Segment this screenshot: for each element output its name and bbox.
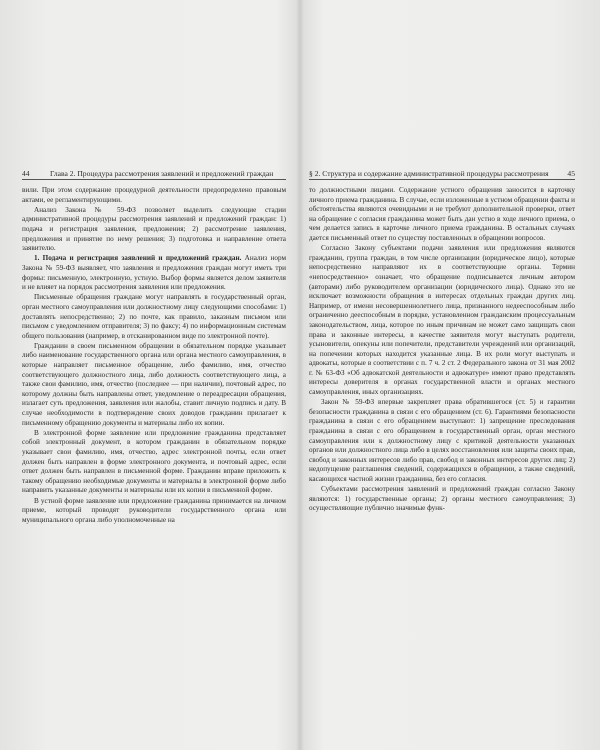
paragraph: то должностными лицами. Содержание устного обращения заносится в карточку личного приема гражданина. В случае, если изложенные в устном обращении факты и обстоятельства являются очевидными и не требуют дополнительной проверки, ответ на обращение с согласия гражданина может быть дан устно в ходе личного приема, о чем делается запись в карточке личного приема гражданина. В остальных случаях дается письменный ответ по существу поставленных в обращении вопросов.	[309, 186, 575, 242]
page-number: 45	[567, 169, 575, 178]
paragraph: В устной форме заявление или предложение гражданина принимается на личном приеме, который проводят руководители государственного органа или муниципального органа либо уполномоченные на	[22, 496, 286, 524]
page-number: 44	[22, 169, 30, 178]
paragraph: вили. При этом содержание процедурной деятельности предопределено правовым актами, ее регламентирующими.	[22, 186, 286, 204]
right-page-header	[309, 168, 575, 180]
paragraph: Анализ Закона № 59-ФЗ позволяет выделить следующие стадии административной процедуры рассмотрения заявлений и предложений граждан: 1) подача и регистрация заявления, предложения; 2) рассмотрение заявления, предложения и принятие по нему решения; 3) подготовка и направление ответа заявителю.	[22, 205, 286, 253]
right-page	[309, 168, 575, 514]
paragraph: Письменные обращения граждане могут направлять в государственный орган, орган местного самоуправления или должностному лицу следующими способами: 1) доставлять непосредственно; 2) по почте, как правило, заказным письмом или письмом с уведомлением отправителя; 3) по факсу; 4) по информационным системам общего пользования (например, в отсканированном виде по электронной почте).	[22, 293, 286, 340]
running-head: § 2. Структура и содержание административной процедуры рассмотрения	[309, 169, 549, 178]
paragraph: Согласно Закону субъектами подачи заявления или предложения являются гражданин, группа граждан, в том числе организации (юридическое лицо), которые непосредственно направляют их в соответствующие органы. Термин «непосредственно» означает, что обращение подписывается личным автором (авторами) либо руководителем организации (юридического лица). Однако это не исключает возможности обращения в интересах отдельных граждан других лиц. Например, от имени несовершеннолетнего лица, признанного недееспособным либо ограниченно дееспособным в порядке, установленном гражданским процессуальным законодательством, лица, которое по иным причинам не может само защищать свои права и законные интересы, в качестве заявителя могут выступать родители, усыновители, опекуны или попечители, представители учреждений или организаций, на попечении которых находится указанные лица. В их роли могут выступать и адвокаты, которые в соответствии с п. 7 ч. 2 ст. 2 Федерального закона от 31 мая 2002 г. № 63-ФЗ «Об адвокатской деятельности и адвокатуре» имеют право представлять интересы доверителя в органах государственной власти и органах местного самоуправления, иных организациях.	[309, 244, 575, 397]
paragraph	[22, 254, 286, 292]
left-page-header	[22, 168, 286, 180]
paragraph: Субъектами рассмотрения заявлений и предложений граждан согласно Закону являются: 1) государственные органы; 2) органы местного самоуправления; 3) осуществляющие публично значимые функ-	[309, 485, 575, 513]
paragraph: Закон № 59-ФЗ впервые закрепляет права обратившегося (ст. 5) и гарантии безопасности гражданина в связи с его обращением (ст. 6). Гарантиями безопасности гражданина в связи с его обращением выступают: 1) запрещение преследования гражданина в связи с его обращением в государственный орган, орган местного самоуправления или к должностному лицу с критикой деятельности указанных органов или должностного лица либо в целях восстановления или защиты своих прав, свобод и законных интересов либо прав, свобод и законных интересов других лиц; 2) недопущение разглашения сведений, содержащихся в обращении, а также сведений, касающихся частной жизни гражданина, без его согласия.	[309, 398, 575, 483]
book-gutter	[296, 0, 304, 750]
left-page	[22, 168, 286, 525]
paragraph: В электронной форме заявление или предложение гражданина представляет собой электронный документ, в котором гражданин в обязательном порядке указывает свои фамилию, имя, отчество, адрес электронной почты, если ответ должен быть направлен в форме электронного документа, и почтовый адрес, если ответ должен быть направлен в письменной форме. Гражданин вправе приложить к такому обращению необходимые документы и материалы в электронной форме либо направить указанные документы и материалы или их копии в письменной форме.	[22, 428, 286, 495]
right-page-body	[309, 186, 575, 514]
running-head: Глава 2. Процедура рассмотрения заявлений и предложений граждан	[50, 169, 274, 178]
paragraph: Гражданин в своем письменном обращении в обязательном порядке указывает либо наименование государственного органа или органа местного самоуправления, в которые направляет письменное обращение, либо фамилию, имя, отчество соответствующего должностного лица, либо должность соответствующего лица, а также свои фамилию, имя, отчество (последнее — при наличии), почтовый адрес, по которому должны быть направлены ответ, уведомление о переадресации обращения, излагает суть предложения, заявления или жалобы, ставит личную подпись и дату. В случае необходимости в подтверждение своих доводов гражданин прилагает к письменному обращению документы и материалы либо их копии.	[22, 341, 286, 427]
left-page-body	[22, 186, 286, 525]
paragraph-lead: 1. Подача и регистрация заявлений и предложений граждан.	[34, 254, 242, 263]
paragraph-text: Анализ норм Закона № 59-ФЗ выявляет, что заявления и предложения граждан могут иметь три формы: письменную, электронную, устную. Выбор формы является делом заявителя и не влияет на порядок рассмотрения заявления или предложения.	[22, 254, 286, 292]
